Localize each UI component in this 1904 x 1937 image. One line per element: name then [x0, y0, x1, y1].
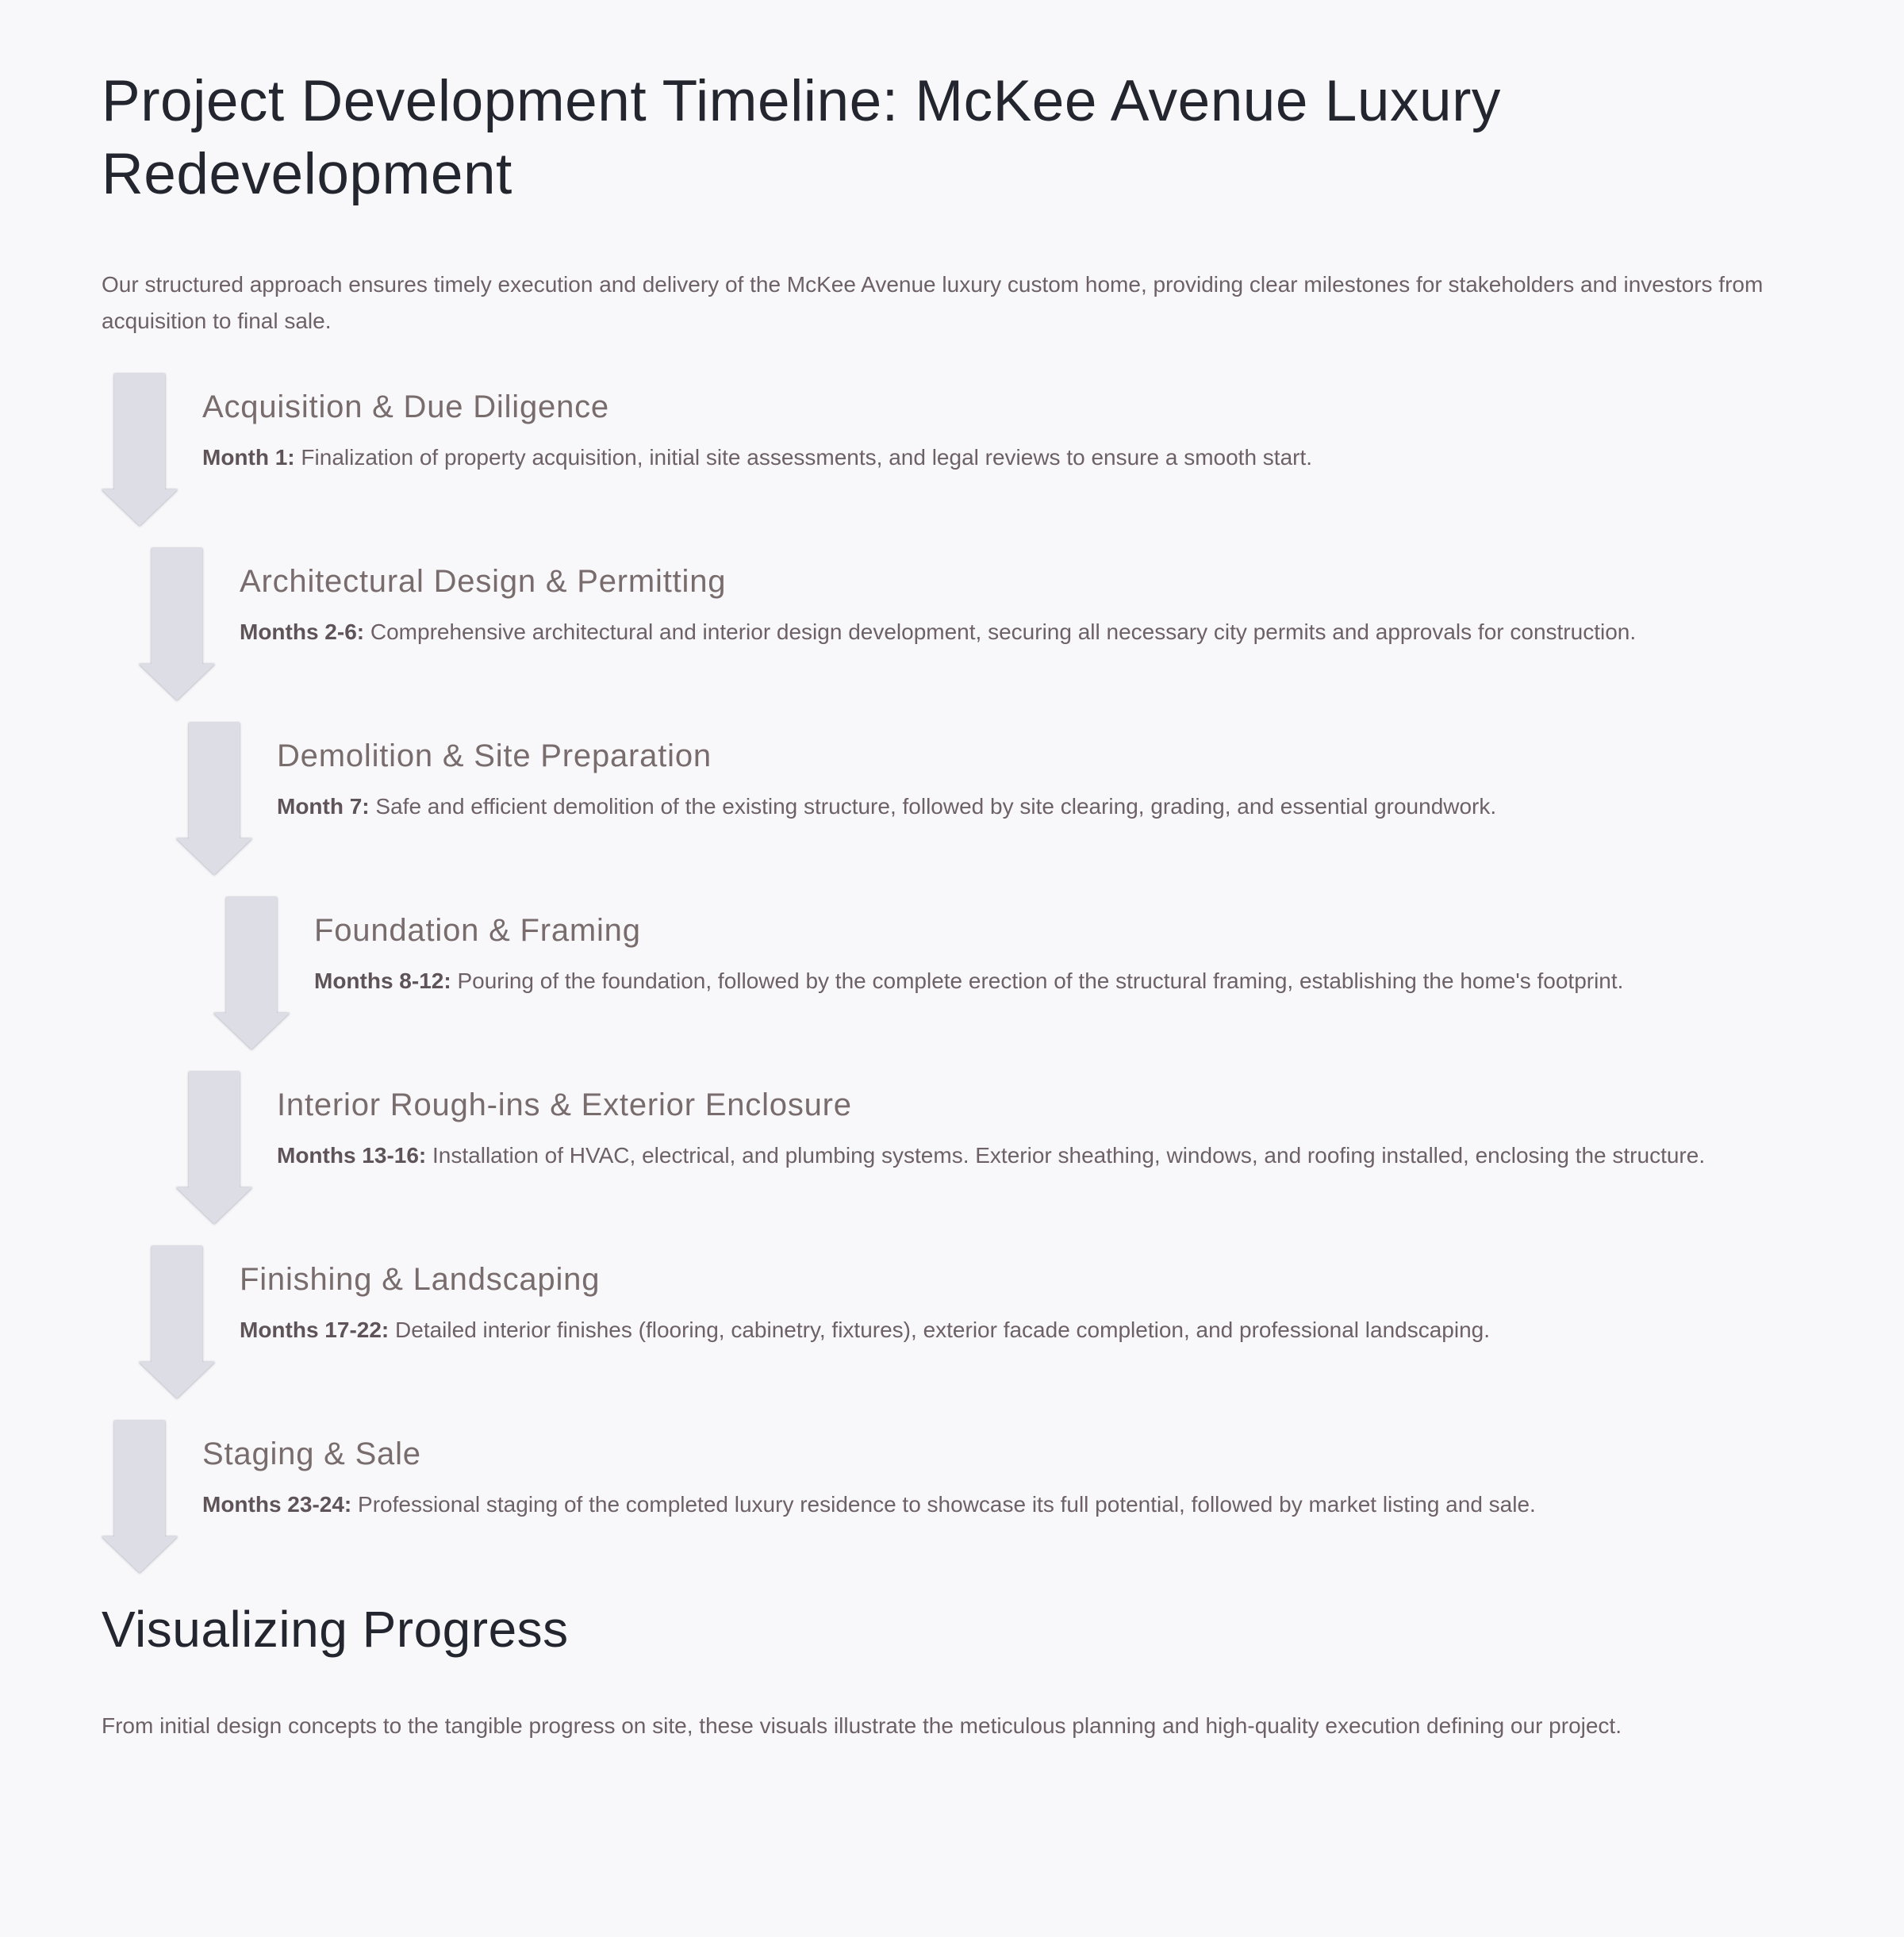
timeline-item — [176, 1072, 1821, 1224]
stage-title: Acquisition & Due Diligence — [202, 389, 609, 424]
stage-title: Interior Rough-ins & Exterior Enclosure — [277, 1087, 852, 1122]
stage-period: Months 13-16: — [277, 1142, 427, 1168]
stage-title: Finishing & Landscaping — [240, 1261, 601, 1297]
down-arrow-icon — [139, 1246, 215, 1398]
timeline-item-body — [240, 1246, 1821, 1398]
stage-description — [202, 1486, 1789, 1523]
timeline-item — [102, 1421, 1821, 1573]
timeline-item — [102, 374, 1821, 526]
down-arrow-shape — [139, 548, 215, 700]
visualizing-progress-heading: Visualizing Progress — [102, 1600, 569, 1658]
intro-paragraph: Our structured approach ensures timely execution and delivery of the McKee Avenue luxury custom home, providing clear milestones for stakeholders and investors from acquisition to final sale. — [102, 271, 1764, 334]
timeline-item-body — [202, 1421, 1821, 1573]
stage-description-text: Pouring of the foundation, followed by the complete erection of the structural framing, establishing the home's footprint. — [457, 968, 1624, 993]
stage-title: Foundation & Framing — [314, 912, 641, 948]
down-arrow-icon — [139, 548, 215, 700]
down-arrow-icon — [102, 374, 178, 526]
stage-description — [277, 1137, 1821, 1174]
down-arrow-shape — [102, 374, 178, 526]
timeline-item — [213, 897, 1821, 1049]
stage-description-text: Finalization of property acquisition, initial site assessments, and legal reviews to ensure a smooth start. — [301, 444, 1313, 470]
timeline-item — [139, 548, 1821, 700]
stage-description — [240, 613, 1821, 650]
stage-period: Month 1: — [202, 444, 295, 470]
stage-description — [240, 1311, 1821, 1348]
down-arrow-shape — [176, 1072, 252, 1224]
timeline-list — [102, 374, 1821, 1573]
stage-description — [314, 962, 1821, 999]
down-arrow-shape — [139, 1246, 215, 1398]
page-title: Project Development Timeline: McKee Avenue Luxury Redevelopment — [102, 69, 1501, 206]
down-arrow-shape — [102, 1421, 178, 1573]
stage-description-text: Safe and efficient demolition of the existing structure, followed by site clearing, grading, and essential groundwork. — [375, 793, 1497, 819]
down-arrow-icon — [102, 1421, 178, 1573]
stage-title: Architectural Design & Permitting — [240, 563, 727, 599]
stage-period: Months 8-12: — [314, 968, 451, 993]
stage-period: Months 17-22: — [240, 1317, 390, 1342]
timeline-item — [139, 1246, 1821, 1398]
down-arrow-icon — [213, 897, 290, 1049]
stage-period: Months 2-6: — [240, 619, 365, 644]
timeline-item-body — [240, 548, 1821, 700]
timeline-item — [176, 723, 1821, 875]
stage-description — [202, 439, 1789, 476]
timeline-item-body — [314, 897, 1821, 1049]
visualizing-paragraph: From initial design concepts to the tangible progress on site, these visuals illustrate the meticulous planning and high-quality execution defining our project. — [102, 1713, 1622, 1738]
down-arrow-icon — [176, 723, 252, 875]
stage-title: Demolition & Site Preparation — [277, 738, 712, 773]
timeline-item-body — [202, 374, 1821, 526]
stage-period: Months 23-24: — [202, 1491, 352, 1517]
timeline-item-body — [277, 723, 1821, 875]
stage-description-text: Professional staging of the completed luxury residence to showcase its full potential, followed by market listing and sale. — [358, 1491, 1536, 1517]
down-arrow-shape — [176, 723, 252, 875]
stage-title: Staging & Sale — [202, 1436, 421, 1471]
stage-description-text: Comprehensive architectural and interior design development, securing all necessary city permits and approvals for construction. — [370, 619, 1637, 644]
stage-description-text: Detailed interior finishes (flooring, cabinetry, fixtures), exterior facade completion, and professional landscaping. — [395, 1317, 1491, 1342]
timeline-item-body — [277, 1072, 1821, 1224]
stage-period: Month 7: — [277, 793, 370, 819]
down-arrow-shape — [213, 897, 290, 1049]
stage-description-text: Installation of HVAC, electrical, and plumbing systems. Exterior sheathing, windows, and roofing installed, enclosing the structure. — [432, 1142, 1706, 1168]
stage-description — [277, 788, 1821, 825]
down-arrow-icon — [176, 1072, 252, 1224]
